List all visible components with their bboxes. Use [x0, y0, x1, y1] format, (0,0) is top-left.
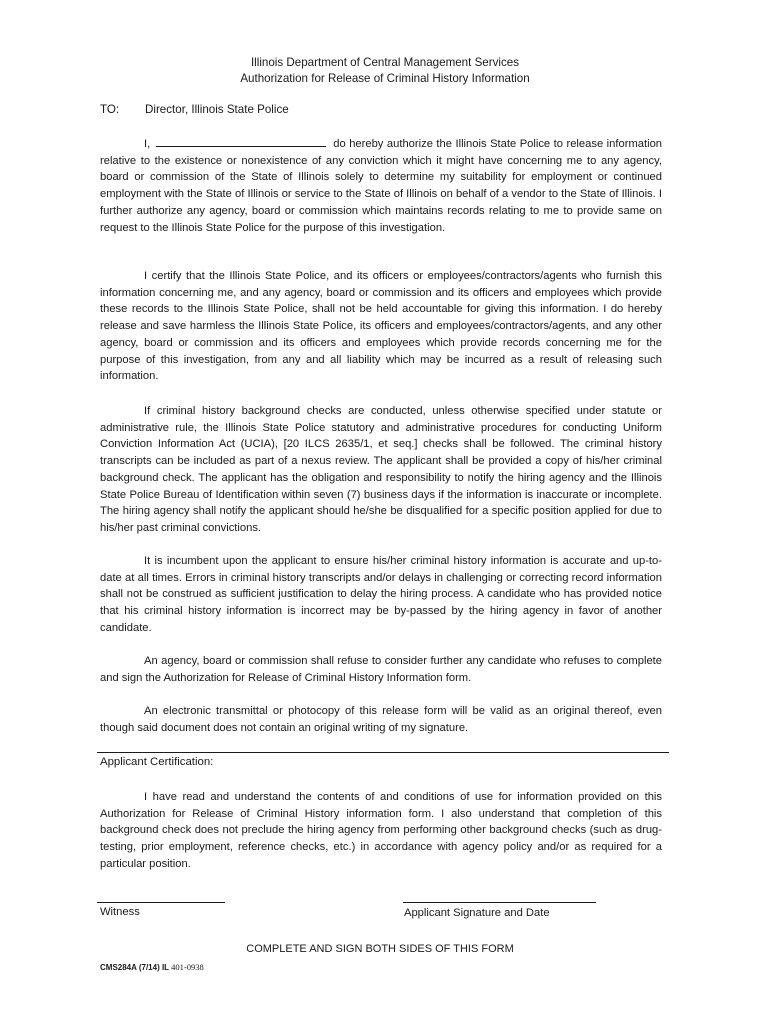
- to-label: TO:: [100, 103, 120, 116]
- accuracy-paragraph: It is incumbent upon the applicant to ensure his/her criminal history information is accurate and up-to-date at all times. Errors in criminal history transcripts and/or delays in challenging or correcting record information shall not be construed as sufficient justification to delay the hiring process. A candidate who has provided notice that his criminal history information is incorrect may be by-passed by the hiring agency in favor of another candidate.: [100, 555, 662, 634]
- background-check-paragraph: If criminal history background checks are conducted, unless otherwise specified under statute or administrative rule, the Illinois State Police statutory and administrative procedures for conducting Uniform Conviction Information Act (UCIA), [20 ILCS 2635/1, et seq.] checks shall be followed. The criminal history transcripts can be included as part of a nexus review. The applicant shall be provided a copy of his/her criminal background check. The applicant has the obligation and responsibility to notify the hiring agency and the Illinois State Police Bureau of Identification within seven (7) business days if the information is inaccurate or incomplete. The hiring agency shall notify the applicant should he/she be disqualified for a specific position applied for due to his/her past criminal convictions.: [100, 405, 662, 534]
- applicant-signature-line[interactable]: [403, 902, 596, 903]
- applicant-name-field[interactable]: [156, 136, 326, 147]
- authorization-paragraph: [100, 136, 662, 236]
- electronic-copy-paragraph: An electronic transmittal or photocopy of this release form will be valid as an original thereof, even though said document does not contain an original writing of my signature.: [100, 705, 662, 734]
- witness-signature-line[interactable]: [97, 902, 225, 903]
- refusal-paragraph: An agency, board or commission shall refuse to consider further any candidate who refuses to complete and sign the Authorization for Release of Criminal History Information form.: [100, 655, 662, 684]
- section-divider: [97, 752, 669, 753]
- form-code-text: CMS284A (7/14) IL: [100, 963, 169, 972]
- form-code: [100, 962, 204, 972]
- certification-paragraph: I have read and understand the contents of and conditions of use for information provided on this Authorization for Release of Criminal History information form. I also understand that completion of this background check does not preclude the hiring agency from performing other background checks (such as drug-testing, prior employment, reference checks, etc.) in accordance with agency policy and/or as required for a particular position.: [100, 791, 662, 870]
- footer-instruction: COMPLETE AND SIGN BOTH SIDES OF THIS FORM: [246, 943, 514, 955]
- form-number: 401-0938: [171, 962, 204, 972]
- form-title: Authorization for Release of Criminal History Information: [240, 72, 530, 85]
- pronoun: I,: [144, 138, 151, 150]
- to-recipient: Director, Illinois State Police: [145, 103, 289, 116]
- witness-label: Witness: [100, 906, 140, 918]
- applicant-signature-label: Applicant Signature and Date: [404, 907, 550, 919]
- certify-paragraph: I certify that the Illinois State Police, and its officers or employees/contractors/agents who furnish this information concerning me, and any agency, board or commission and its officers and employees which provide these records to the Illinois State Police, shall not be held accountable for giving this information. I do hereby release and save harmless the Illinois State Police, its officers and employees/contractors/agents, and any other agency, board or commission and its officers and employees which provide records concerning me for the purpose of this investigation, from any and all liability which may be incurred as a result of releasing such information.: [100, 270, 662, 383]
- certification-heading: Applicant Certification:: [100, 756, 214, 768]
- agency-name: Illinois Department of Central Management Services: [250, 56, 520, 69]
- authorization-text: do hereby authorize the Illinois State Police to release information relative to the existence or nonexistence of any conviction which it might have concerning me to any agency, board or commission of the State of Illinois solely to determine my suitability for employment or continued employment with the State of Illinois or service to the State of Illinois on behalf of a vendor to the State of Illinois. I further authorize any agency, board or commission which maintains records relating to me to provide same on request to the Illinois State Police for the purpose of this investigation.: [100, 138, 663, 234]
